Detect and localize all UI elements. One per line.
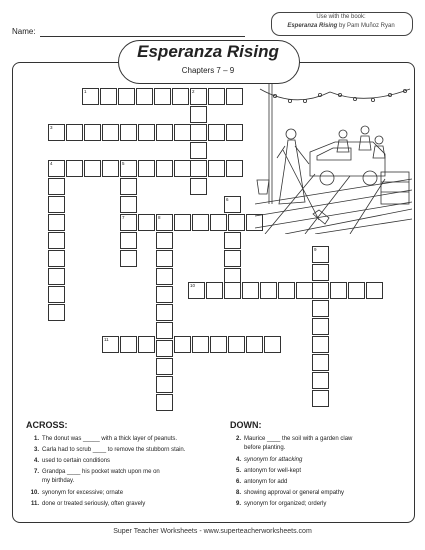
grid-cell[interactable]	[156, 340, 173, 357]
clue-number: 3	[50, 125, 53, 130]
grid-cell[interactable]	[224, 282, 241, 299]
clue-item	[28, 468, 160, 476]
grid-cell[interactable]	[224, 250, 241, 267]
name-label: Name:	[12, 27, 36, 36]
grid-cell[interactable]	[156, 304, 173, 321]
grid-cell[interactable]	[156, 214, 173, 231]
clue-num: 1.	[33, 436, 39, 442]
grid-cell[interactable]	[174, 124, 191, 141]
grid-cell[interactable]	[156, 124, 173, 141]
clue-num: 9.	[235, 501, 241, 507]
grid-cell[interactable]	[208, 124, 225, 141]
grid-cell[interactable]	[246, 336, 263, 353]
grid-cell[interactable]	[206, 282, 223, 299]
book-author: by Pam Muñoz Ryan	[337, 23, 395, 29]
grid-cell[interactable]	[296, 282, 313, 299]
book-title: Esperanza Rising	[287, 23, 338, 29]
grid-cell[interactable]	[120, 178, 137, 195]
grid-cell[interactable]	[48, 178, 65, 195]
grid-cell[interactable]	[174, 336, 191, 353]
grid-cell[interactable]	[84, 124, 101, 141]
grid-cell[interactable]	[242, 282, 259, 299]
grid-cell[interactable]	[264, 336, 281, 353]
grid-cell[interactable]	[120, 124, 137, 141]
grid-cell[interactable]	[48, 124, 65, 141]
grid-cell[interactable]	[120, 232, 137, 249]
clue-num: 4.	[235, 457, 241, 463]
grid-cell[interactable]	[48, 304, 65, 321]
clue-text: synonym for attacking	[244, 457, 303, 463]
clue-num: 10.	[30, 490, 39, 496]
grid-cell[interactable]	[120, 196, 137, 213]
clue-number: 8	[158, 215, 161, 220]
clue-num: 4.	[33, 458, 39, 464]
grid-cell[interactable]	[278, 282, 295, 299]
footer-brand: Super Teacher Worksheets	[113, 528, 198, 535]
grid-cell[interactable]	[156, 268, 173, 285]
name-line[interactable]	[40, 36, 245, 37]
grid-cell[interactable]	[312, 246, 329, 263]
grid-cell[interactable]	[48, 268, 65, 285]
clue-text: done or treated seriously, often gravely	[42, 501, 146, 507]
grid-cell[interactable]	[190, 124, 207, 141]
clue-number: 6	[226, 197, 229, 202]
clue-num: 7.	[33, 469, 39, 475]
grid-cell[interactable]	[228, 214, 245, 231]
clue-text: Grandpa ____ his pocket watch upon me on	[42, 469, 160, 475]
clue-text: used to certain conditions	[42, 458, 111, 464]
clue-num: 2.	[235, 436, 241, 442]
grid-cell[interactable]	[156, 322, 173, 339]
grid-cell[interactable]	[312, 372, 329, 389]
clue-item	[28, 500, 145, 508]
grid-cell[interactable]	[48, 232, 65, 249]
clue-text: synonym for excessive; ornate	[42, 490, 124, 496]
grid-cell[interactable]	[192, 214, 209, 231]
grid-cell[interactable]	[190, 88, 207, 105]
grid-cell[interactable]	[174, 214, 191, 231]
clue-text: Maurice ____ the soil with a garden claw	[244, 436, 353, 442]
grid-cell[interactable]	[138, 160, 155, 177]
grid-cell[interactable]	[156, 232, 173, 249]
clue-item	[230, 500, 326, 508]
grid-cell[interactable]	[156, 286, 173, 303]
clue-item	[230, 467, 301, 475]
illustration	[255, 84, 412, 234]
clue-num: 6.	[235, 479, 241, 485]
clue-number: 7	[122, 215, 125, 220]
grid-cell[interactable]	[190, 106, 207, 123]
footer	[0, 528, 425, 535]
grid-cell[interactable]	[312, 318, 329, 335]
clue-num: 5.	[235, 468, 241, 474]
grid-cell[interactable]	[312, 390, 329, 407]
grid-cell[interactable]	[366, 282, 383, 299]
grid-cell[interactable]	[48, 214, 65, 231]
grid-cell[interactable]	[192, 336, 209, 353]
grid-cell[interactable]	[228, 336, 245, 353]
grid-cell[interactable]	[312, 264, 329, 281]
grid-cell[interactable]	[224, 232, 241, 249]
grid-cell[interactable]	[138, 124, 155, 141]
grid-cell[interactable]	[100, 88, 117, 105]
grid-cell[interactable]	[312, 336, 329, 353]
clue-text: before planting.	[244, 445, 286, 451]
string-lights	[260, 89, 410, 100]
grid-cell[interactable]	[210, 336, 227, 353]
clue-number: 9	[314, 247, 317, 252]
clue-num: 3.	[33, 447, 39, 453]
grid-cell[interactable]	[208, 88, 225, 105]
book-info-line: Use with the book:	[316, 14, 366, 20]
clue-item	[230, 489, 344, 497]
clue-item	[230, 435, 352, 443]
grid-cell[interactable]	[84, 160, 101, 177]
grid-cell[interactable]	[154, 88, 171, 105]
grid-cell[interactable]	[138, 214, 155, 231]
clue-item	[28, 446, 185, 454]
across-heading: ACROSS:	[26, 420, 68, 430]
grid-cell[interactable]	[312, 354, 329, 371]
grid-cell[interactable]	[190, 142, 207, 159]
clue-item	[28, 477, 74, 485]
grid-cell[interactable]	[66, 160, 83, 177]
grid-cell[interactable]	[312, 300, 329, 317]
grid-cell[interactable]	[172, 88, 189, 105]
grid-cell[interactable]	[120, 336, 137, 353]
grid-cell[interactable]	[348, 282, 365, 299]
grid-cell[interactable]	[136, 88, 153, 105]
grid-cell[interactable]	[226, 88, 243, 105]
grid-cell[interactable]	[48, 286, 65, 303]
grid-cell[interactable]	[208, 160, 225, 177]
clue-text: The donut was _____ with a thick layer of peanuts.	[42, 436, 178, 442]
grid-cell[interactable]	[312, 282, 329, 299]
grid-cell[interactable]	[82, 88, 99, 105]
page-title: Esperanza Rising	[137, 42, 279, 61]
grid-cell[interactable]	[330, 282, 347, 299]
grid-cell[interactable]	[120, 160, 137, 177]
clue-text: antonym for add	[244, 479, 288, 485]
grid-cell[interactable]	[174, 160, 191, 177]
clue-item	[230, 444, 285, 452]
grid-cell[interactable]	[138, 336, 155, 353]
grid-cell[interactable]	[102, 160, 119, 177]
clue-number: 1	[84, 89, 87, 94]
grid-cell[interactable]	[156, 358, 173, 375]
clue-text: Carla had to scrub ____ to remove the stubborn stain.	[42, 447, 186, 453]
grid-cell[interactable]	[48, 196, 65, 213]
clue-text: my birthday.	[42, 478, 75, 484]
clue-item	[28, 489, 123, 497]
grid-cell[interactable]	[48, 160, 65, 177]
clue-item	[28, 435, 177, 443]
grid-cell[interactable]	[226, 160, 243, 177]
grid-cell[interactable]	[118, 88, 135, 105]
clue-text: synonym for organized; orderly	[244, 501, 327, 507]
clue-text: showing approval or general empathy	[244, 490, 345, 496]
grid-cell[interactable]	[190, 160, 207, 177]
grid-cell[interactable]	[190, 178, 207, 195]
grid-cell[interactable]	[224, 196, 241, 213]
clue-number: 10	[190, 283, 196, 288]
grid-cell[interactable]	[66, 124, 83, 141]
clue-number: 4	[50, 161, 53, 166]
grid-cell[interactable]	[120, 250, 137, 267]
grid-cell[interactable]	[156, 250, 173, 267]
grid-cell[interactable]	[188, 282, 205, 299]
footer-separator: -	[197, 528, 204, 535]
grid-cell[interactable]	[210, 214, 227, 231]
down-heading: DOWN:	[230, 420, 262, 430]
clue-number: 5	[122, 161, 125, 166]
clue-number: 11	[104, 337, 109, 342]
grid-cell[interactable]	[102, 336, 119, 353]
grid-cell[interactable]	[226, 124, 243, 141]
clue-item	[230, 478, 287, 486]
clue-item	[28, 457, 110, 465]
clue-item	[230, 456, 302, 464]
grid-cell[interactable]	[260, 282, 277, 299]
grid-cell[interactable]	[156, 394, 173, 411]
clue-text: antonym for well-kept	[244, 468, 302, 474]
grid-cell[interactable]	[156, 376, 173, 393]
clue-num: 11.	[30, 501, 39, 507]
clue-num: 8.	[235, 490, 241, 496]
grid-cell[interactable]	[120, 214, 137, 231]
page-subtitle: Chapters 7 – 9	[181, 66, 235, 75]
grid-cell[interactable]	[156, 160, 173, 177]
book-info-title	[271, 23, 411, 29]
grid-cell[interactable]	[48, 250, 65, 267]
clue-number: 2	[192, 89, 195, 94]
grid-cell[interactable]	[102, 124, 119, 141]
footer-url[interactable]: www.superteacherworksheets.com	[203, 528, 312, 535]
